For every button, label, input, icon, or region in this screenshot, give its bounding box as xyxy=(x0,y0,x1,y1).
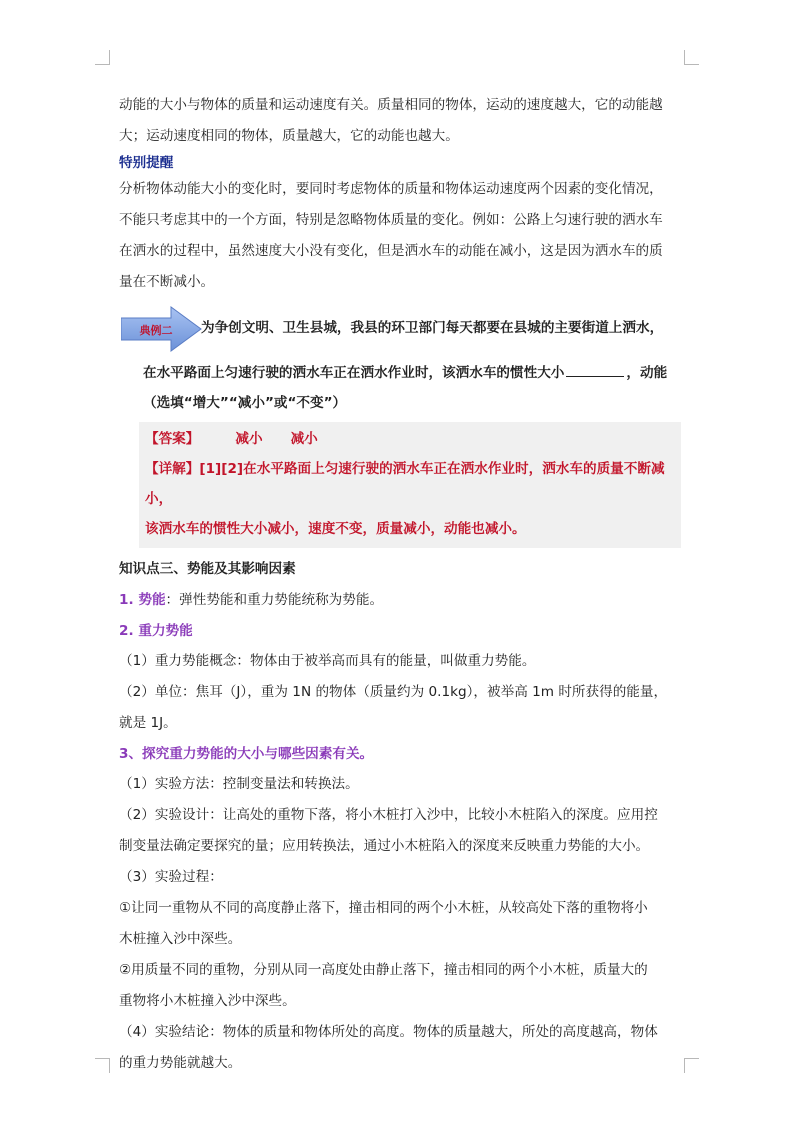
experiment-item-1: （1）实验方法：控制变量法和转换法。 xyxy=(119,776,359,792)
gravity-item-2-cont: 就是 1J。 xyxy=(119,715,177,731)
experiment-step-1-cont: 木桩撞入沙中深些。 xyxy=(119,931,242,947)
answer-label: 【答案】 xyxy=(145,431,200,447)
reminder-line: 不能只考虑其中的一个方面，特别是忽略物体质量的变化。例如：公路上匀速行驶的洒水车 xyxy=(119,212,663,228)
potential-energy-definition xyxy=(119,585,679,616)
detail-line-1: 【详解】[1][2]在水平路面上匀速行驶的洒水车正在洒水作业时，洒水车的质量不断减小， xyxy=(145,461,665,507)
reminder-heading: 特别提醒 xyxy=(119,155,174,171)
crop-mark-top-left xyxy=(95,50,110,65)
crop-mark-bottom-left xyxy=(95,1058,110,1073)
gravity-item-2: （2）单位：焦耳（J），重为 1N 的物体（质量约为 0.1kg），被举高 1m 时所获得的能量， xyxy=(119,684,668,700)
experiment-heading: 3、探究重力势能的大小与哪些因素有关。 xyxy=(119,746,374,762)
example-question-line-3: （选填“增大”“减小”或“不变”） xyxy=(143,395,347,411)
question-text: ，动能 xyxy=(626,365,668,381)
gravity-item-1: （1）重力势能概念：物体由于被举高而具有的能量，叫做重力势能。 xyxy=(119,653,536,669)
question-text: 在水平路面上匀速行驶的洒水车正在洒水作业时，该洒水车的惯性大小 xyxy=(143,365,565,381)
crop-mark-bottom-right xyxy=(684,1058,699,1073)
crop-mark-top-right xyxy=(684,50,699,65)
reminder-line: 分析物体动能大小的变化时，要同时考虑物体的质量和物体运动速度两个因素的变化情况， xyxy=(119,181,663,197)
detail-line-2: 该洒水车的惯性大小减小，速度不变，质量减小，动能也减小。 xyxy=(145,521,526,537)
experiment-item-2-cont: 制变量法确定要探究的量；应用转换法，通过小木桩陷入的深度来反映重力势能的大小。 xyxy=(119,838,650,854)
intro-line-2: 大；运动速度相同的物体，质量越大，它的动能也越大。 xyxy=(119,128,459,144)
experiment-item-4-cont: 的重力势能就越大。 xyxy=(119,1055,242,1071)
section-title: 知识点三、势能及其影响因素 xyxy=(119,561,296,577)
answer-value-2: 减小 xyxy=(290,431,318,447)
gravity-potential-heading: 2. 重力势能 xyxy=(119,623,193,639)
experiment-item-2: （2）实验设计：让高处的重物下落，将小木桩打入沙中，比较小木桩陷入的深度。应用控 xyxy=(119,807,658,823)
term-heading: 1. 势能 xyxy=(119,592,166,608)
experiment-step-2: ②用质量不同的重物，分别从同一高度处由静止落下，撞击相同的两个小木桩，质量大的 xyxy=(119,962,648,978)
experiment-item-4: （4）实验结论：物体的质量和物体所处的高度。物体的质量越大，所处的高度越高，物体 xyxy=(119,1024,658,1040)
reminder-line: 量在不断减小。 xyxy=(119,274,215,290)
example-header xyxy=(119,306,679,358)
example-question-line-1: 为争创文明、卫生县城，我县的环卫部门每天都要在县城的主要街道上洒水， xyxy=(201,320,664,336)
intro-line-1: 动能的大小与物体的质量和运动速度有关。质量相同的物体，运动的速度越大，它的动能越 xyxy=(119,97,663,113)
experiment-item-3: （3）实验过程： xyxy=(119,869,223,885)
reminder-line: 在洒水的过程中，虽然速度大小没有变化，但是洒水车的动能在减小，这是因为洒水车的质 xyxy=(119,243,663,259)
term-text: ：弹性势能和重力势能统称为势能。 xyxy=(165,592,384,608)
experiment-step-2-cont: 重物将小木桩撞入沙中深些。 xyxy=(119,993,296,1009)
experiment-step-1: ①让同一重物从不同的高度静止落下，撞击相同的两个小木桩，从较高处下落的重物将小 xyxy=(119,900,648,916)
answer-value-1: 减小 xyxy=(235,431,263,447)
answer-blank xyxy=(566,362,624,377)
example-label: 典例二 xyxy=(139,324,173,337)
example-question-line-2 xyxy=(119,358,679,388)
answer-line xyxy=(145,424,677,454)
answer-box xyxy=(139,422,681,548)
document-body xyxy=(119,90,679,1079)
